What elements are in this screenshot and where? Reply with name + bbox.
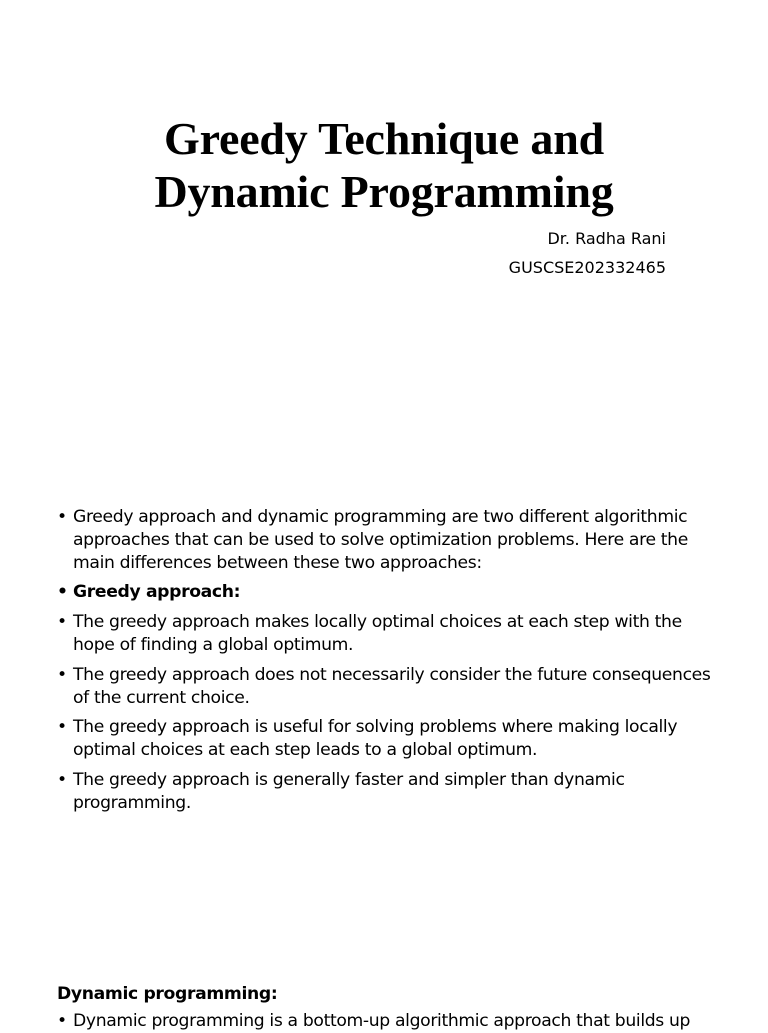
course-code: GUSCSE202332465 — [508, 258, 666, 277]
bullet-item — [57, 769, 717, 815]
bullet-dot: • — [57, 717, 67, 738]
bullet-item — [57, 664, 717, 710]
author-name: Dr. Radha Rani — [547, 229, 666, 248]
bullet-item-greedy-heading — [57, 581, 717, 604]
bullet-item-intro — [57, 506, 717, 574]
document-title — [0, 112, 768, 218]
bullet-item — [57, 716, 717, 762]
dynamic-programming-heading: Dynamic programming: — [57, 984, 278, 1004]
title-line-1: Greedy Technique and — [164, 113, 604, 164]
bullet-text: Greedy approach and dynamic programming are two different algorithmic approaches that can be used to solve optimization problems. Here are the main differences between these two approaches: — [73, 507, 688, 573]
title-line-2: Dynamic Programming — [154, 166, 614, 217]
bullet-text: Dynamic programming is a bottom-up algorithmic approach that builds up — [73, 1011, 691, 1031]
bullet-dot: • — [57, 769, 67, 790]
bullet-text: Greedy approach: — [73, 582, 241, 603]
bullet-text: The greedy approach makes locally optimal choices at each step with the hope of finding a global optimum. — [73, 612, 682, 655]
bullet-text: The greedy approach does not necessarily consider the future consequences of the current choice. — [73, 664, 711, 708]
dynamic-programming-bullet — [57, 1010, 717, 1033]
bullet-dot: • — [57, 1011, 67, 1031]
bullet-dot: • — [57, 582, 68, 603]
bullet-dot: • — [57, 507, 67, 527]
bullet-dot: • — [57, 664, 67, 685]
bullet-dot: • — [57, 612, 67, 633]
bullet-list — [57, 506, 717, 822]
bullet-text: The greedy approach is useful for solving problems where making locally optimal choices at each step leads to a global optimum. — [73, 717, 678, 761]
bullet-text: The greedy approach is generally faster and simpler than dynamic programming. — [73, 769, 625, 813]
bullet-item — [57, 611, 717, 657]
